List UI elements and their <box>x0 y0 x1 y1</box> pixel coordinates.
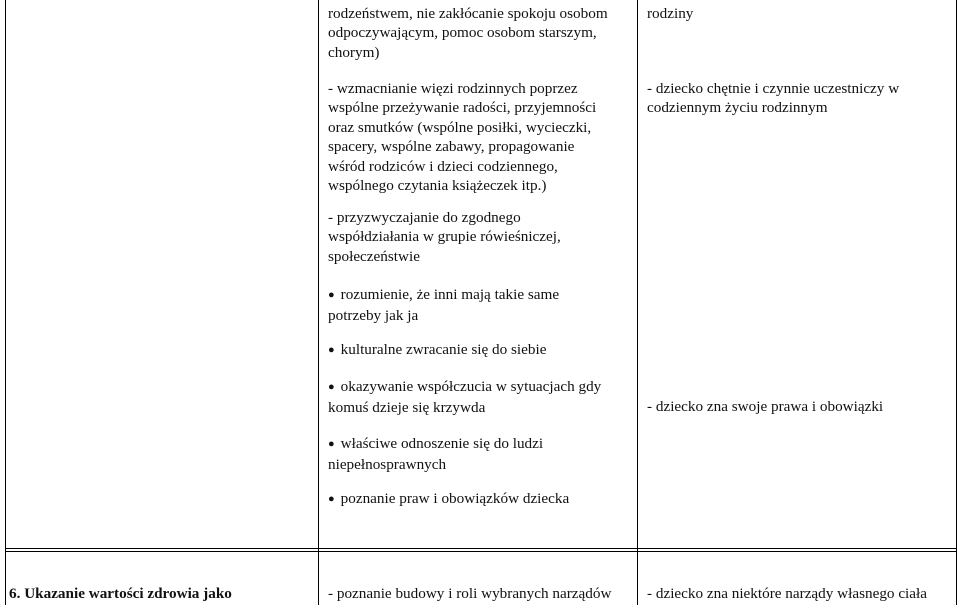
text-line: wspólnego czytania książeczek itp.) <box>328 177 547 195</box>
text-line: codziennym życiu rodzinnym <box>647 99 828 117</box>
bullet-item-1 <box>328 285 559 326</box>
bullet-item-4 <box>328 434 543 475</box>
right-block-3 <box>647 397 883 416</box>
text-line: potrzeby jak ja <box>328 307 419 325</box>
text-line: wspólne przeżywanie radości, przyjemności <box>328 99 597 117</box>
text-line: niepełnosprawnych <box>328 456 447 474</box>
text-line: społeczeństwie <box>328 247 420 265</box>
text-line: współdziałania w grupie rówieśniczej, <box>328 228 561 246</box>
bottom-mid-cell: - poznanie budowy i roli wybranych narządów <box>328 585 612 602</box>
bullet-line: ● poznanie praw i obowiązków dziecka <box>328 489 569 510</box>
text-line: oraz smutków (wspólne posiłki, wycieczki, <box>328 118 592 136</box>
text-line: wśród rodziców i dzieci codziennego, <box>328 157 558 175</box>
row-divider-second <box>5 551 957 552</box>
bottom-right-cell: - dziecko zna niektóre narządy własnego ciała <box>647 585 927 602</box>
bullet-item-5 <box>328 489 569 510</box>
bullet-line: ● właściwe odnoszenie się do ludzi <box>328 434 543 455</box>
table-border-left <box>5 0 6 605</box>
text-line: odpoczywającym, pomoc osobom starszym, <box>328 24 597 42</box>
text-line: - przyzwyczajanie do zgodnego <box>328 209 521 226</box>
mid-block-1 <box>328 4 608 62</box>
mid-block-2 <box>328 79 596 195</box>
bullet-item-3 <box>328 377 601 418</box>
bullet-line: ● rozumienie, że inni mają takie same <box>328 285 559 306</box>
right-block-2 <box>647 79 899 118</box>
text-line: - wzmacnianie więzi rodzinnych poprzez <box>328 80 578 97</box>
mid-block-3 <box>328 208 561 266</box>
text-line: rodzeństwem, nie zakłócanie spokoju osobom <box>328 5 608 22</box>
text-line: chorym) <box>328 43 380 61</box>
column-divider-1 <box>318 0 319 605</box>
right-block-1 <box>647 4 693 23</box>
bullet-line: ● okazywanie współczucia w sytuacjach gdy <box>328 377 601 398</box>
bottom-left-cell: 6. Ukazanie wartości zdrowia jako <box>9 585 232 602</box>
text-line: - dziecko chętnie i czynnie uczestniczy w <box>647 80 900 97</box>
table-border-right <box>956 0 957 605</box>
text-line: komuś dzieje się krzywda <box>328 399 486 417</box>
bullet-item-2 <box>328 340 546 361</box>
column-divider-2 <box>637 0 638 605</box>
bullet-line: ● kulturalne zwracanie się do siebie <box>328 340 546 361</box>
text-line: spacery, wspólne zabawy, propagowanie <box>328 138 575 156</box>
text-line: rodziny <box>647 5 694 22</box>
text-line: - dziecko zna swoje prawa i obowiązki <box>647 398 884 415</box>
row-divider <box>5 548 957 549</box>
